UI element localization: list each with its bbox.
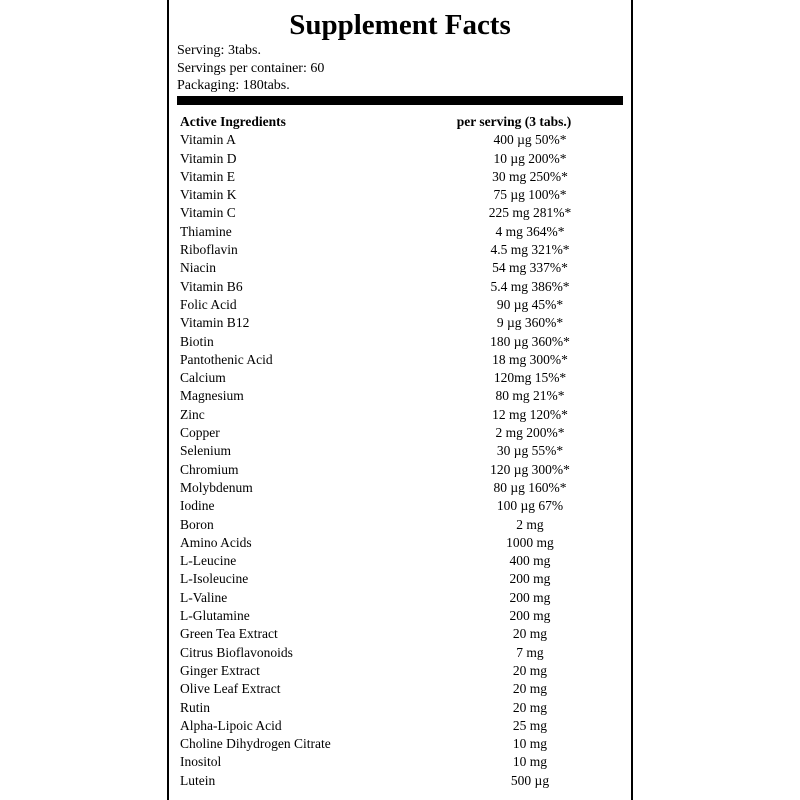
ingredient-amount: 54 mg 337%* [492, 260, 568, 276]
table-row [169, 516, 631, 534]
divider-bar [177, 96, 623, 105]
ingredient-amount: 30 µg 55%* [496, 443, 564, 459]
ingredient-name: L-Leucine [180, 553, 237, 569]
ingredient-amount: 18 mg 300%* [492, 351, 568, 367]
table-row [169, 241, 631, 259]
table-row [169, 186, 631, 204]
table-row [169, 662, 631, 680]
table-row [169, 333, 631, 351]
ingredients-column-header: Active Ingredients [180, 114, 286, 129]
label-title: Supplement Facts [289, 9, 511, 41]
table-row [169, 204, 631, 222]
table-row [169, 607, 631, 625]
ingredient-name: Thiamine [180, 223, 232, 239]
ingredient-amount: 90 µg 45%* [496, 296, 564, 312]
ingredient-amount: 20 mg [512, 662, 548, 678]
ingredient-name: Green Tea Extract [180, 626, 278, 642]
ingredient-name: Zinc [180, 406, 205, 422]
ingredient-amount: 10 mg [512, 754, 548, 770]
table-header [169, 113, 631, 131]
ingredient-name: Vitamin D [180, 150, 237, 166]
ingredient-amount: 5.4 mg 386%* [490, 278, 570, 294]
table-row [169, 699, 631, 717]
ingredient-amount: 1000 mg [506, 534, 554, 550]
table-row [169, 534, 631, 552]
ingredient-name: Amino Acids [180, 534, 252, 550]
ingredient-name: Riboflavin [180, 242, 238, 258]
ingredient-amount: 80 mg 21%* [495, 388, 565, 404]
ingredient-name: Calcium [180, 370, 226, 386]
ingredient-name: Selenium [180, 443, 231, 459]
ingredient-amount: 4 mg 364%* [495, 223, 565, 239]
table-row [169, 680, 631, 698]
ingredient-name: Folic Acid [180, 296, 237, 312]
per-serving-column-header: per serving (3 tabs.) [456, 114, 572, 129]
packaging-info: Packaging: 180tabs. [177, 78, 290, 93]
table-row [169, 717, 631, 735]
table-row [169, 552, 631, 570]
ingredient-name: Chromium [180, 461, 239, 477]
ingredient-amount: 500 µg [510, 772, 550, 788]
ingredient-name: Rutin [180, 699, 211, 715]
ingredient-amount: 200 mg [509, 589, 551, 605]
serving-size: Serving: 3tabs. [177, 43, 261, 58]
table-row [169, 442, 631, 460]
ingredient-amount: 2 mg 200%* [495, 425, 565, 441]
ingredient-amount: 225 mg 281%* [488, 205, 572, 221]
ingredient-name: Alpha-Lipoic Acid [180, 717, 282, 733]
ingredient-amount: 400 mg [509, 553, 551, 569]
ingredients-table [169, 113, 631, 790]
ingredient-amount: 30 mg 250%* [492, 168, 568, 184]
ingredient-amount: 12 mg 120%* [492, 406, 568, 422]
ingredient-name: Vitamin C [180, 205, 236, 221]
ingredient-name: Boron [180, 516, 214, 532]
table-row [169, 387, 631, 405]
table-row [169, 150, 631, 168]
ingredient-name: Lutein [180, 772, 216, 788]
table-row [169, 772, 631, 790]
ingredient-name: Molybdenum [180, 479, 253, 495]
ingredient-name: L-Glutamine [180, 608, 250, 624]
ingredient-name: Choline Dihydrogen Citrate [180, 736, 331, 752]
table-row [169, 479, 631, 497]
ingredient-name: Ginger Extract [180, 662, 260, 678]
ingredient-name: Inositol [180, 754, 222, 770]
ingredient-amount: 7 mg [516, 644, 544, 660]
ingredient-name: Vitamin B6 [180, 278, 243, 294]
ingredient-name: Copper [180, 425, 220, 441]
table-row [169, 625, 631, 643]
table-row [169, 278, 631, 296]
table-row [169, 168, 631, 186]
ingredient-amount: 4.5 mg 321%* [490, 242, 570, 258]
table-row [169, 314, 631, 332]
table-row [169, 369, 631, 387]
ingredient-amount: 180 µg 360%* [490, 333, 570, 349]
ingredient-amount: 75 µg 100%* [493, 187, 567, 203]
table-row [169, 644, 631, 662]
ingredient-amount: 25 mg [512, 717, 548, 733]
ingredient-name: Magnesium [180, 388, 244, 404]
ingredient-amount: 100 µg 67% [496, 498, 564, 514]
ingredient-name: Citrus Bioflavonoids [180, 644, 293, 660]
ingredient-name: Biotin [180, 333, 214, 349]
ingredient-amount: 20 mg [512, 626, 548, 642]
ingredient-name: Olive Leaf Extract [180, 681, 281, 697]
ingredient-name: Pantothenic Acid [180, 351, 273, 367]
ingredient-amount: 200 mg [509, 571, 551, 587]
table-row [169, 131, 631, 149]
supplement-facts-label [167, 0, 633, 800]
ingredient-amount: 20 mg [512, 699, 548, 715]
servings-per-container: Servings per container: 60 [177, 61, 325, 76]
ingredient-amount: 120 µg 300%* [490, 461, 570, 477]
table-row [169, 570, 631, 588]
ingredient-amount: 400 µg 50%* [493, 132, 567, 148]
ingredient-amount: 20 mg [512, 681, 548, 697]
ingredient-amount: 10 µg 200%* [493, 150, 567, 166]
ingredient-name: Vitamin A [180, 132, 236, 148]
table-row [169, 497, 631, 515]
ingredient-amount: 10 mg [512, 736, 548, 752]
table-row [169, 424, 631, 442]
table-row [169, 223, 631, 241]
table-row [169, 259, 631, 277]
table-row [169, 406, 631, 424]
ingredient-name: Niacin [180, 260, 216, 276]
table-row [169, 589, 631, 607]
ingredient-name: Vitamin K [180, 187, 237, 203]
table-row [169, 461, 631, 479]
ingredient-name: L-Valine [180, 589, 228, 605]
table-row [169, 296, 631, 314]
table-row [169, 753, 631, 771]
ingredient-name: Vitamin B12 [180, 315, 250, 331]
ingredient-amount: 120mg 15%* [493, 370, 567, 386]
table-row [169, 735, 631, 753]
ingredient-amount: 9 µg 360%* [496, 315, 564, 331]
ingredient-name: Vitamin E [180, 168, 236, 184]
ingredient-amount: 80 µg 160%* [493, 479, 567, 495]
ingredient-amount: 200 mg [509, 608, 551, 624]
ingredient-name: Iodine [180, 498, 215, 514]
table-row [169, 351, 631, 369]
ingredient-name: L-Isoleucine [180, 571, 249, 587]
ingredient-amount: 2 mg [516, 516, 544, 532]
